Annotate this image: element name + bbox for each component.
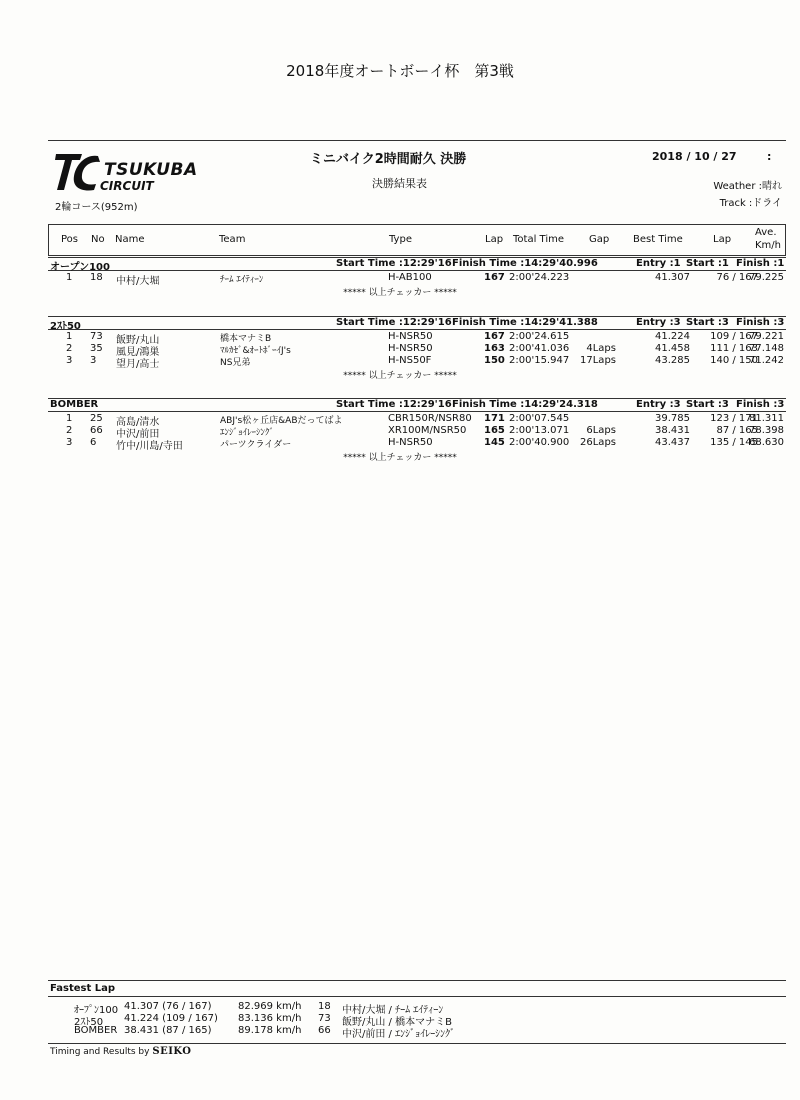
best-time: 41.458 — [655, 343, 690, 354]
total-time: 2:00'41.036 — [509, 343, 570, 354]
header-top-rule — [48, 140, 786, 141]
race-date: 2018 / 10 / 27 — [652, 150, 737, 163]
gap: 26Laps — [580, 437, 616, 448]
start-time: Start Time :12:29'16 — [336, 317, 452, 328]
start-time: Start Time :12:29'16 — [336, 258, 452, 269]
best-time: 38.431 — [655, 425, 690, 436]
fl-time: 41.307 (76 / 167) — [124, 1001, 212, 1012]
pos: 3 — [66, 355, 73, 366]
result-row — [50, 272, 785, 287]
rider-names: 竹中/川島/寺田 — [116, 441, 183, 452]
start-count: Start :3 — [686, 399, 729, 410]
fl-time: 38.431 (87 / 165) — [124, 1025, 212, 1036]
result-row — [50, 331, 785, 346]
ave-speed: 79.221 — [749, 331, 784, 342]
finish-count: Finish :3 — [736, 317, 785, 328]
circuit-logo — [52, 150, 222, 198]
col-name: Name — [115, 234, 145, 245]
col-gap: Gap — [589, 234, 610, 245]
car-no: 25 — [90, 413, 103, 424]
class-name: オープン100 — [50, 262, 110, 273]
laps: 167 — [484, 331, 505, 342]
best-lap: 123 / 171 — [710, 413, 758, 424]
gap: 17Laps — [580, 355, 616, 366]
laps: 150 — [484, 355, 505, 366]
start-count: Start :3 — [686, 317, 729, 328]
ave-speed: 77.148 — [749, 343, 784, 354]
finish-time: Finish Time :14:29'24.318 — [452, 399, 598, 410]
col-lap: Lap — [485, 234, 504, 245]
total-time: 2:00'40.900 — [509, 437, 570, 448]
best-time: 43.437 — [655, 437, 690, 448]
team: ﾏﾙｶｾﾞ&ｵｰﾄﾎﾞｰｲJ's — [220, 346, 291, 356]
pos: 2 — [66, 425, 73, 436]
col-team: Team — [219, 234, 246, 245]
bike-type: H-AB100 — [388, 272, 432, 283]
total-time: 2:00'07.545 — [509, 413, 570, 424]
laps: 171 — [484, 413, 505, 424]
total-time: 2:00'24.615 — [509, 331, 570, 342]
class-header — [48, 316, 786, 330]
gap: 4Laps — [586, 343, 616, 354]
col-ave: Ave. — [755, 227, 777, 238]
pos: 3 — [66, 437, 73, 448]
car-no: 73 — [90, 331, 103, 342]
fl-class: ｵｰﾌﾟﾝ100 — [74, 1005, 119, 1016]
logo-name: TSUKUBA — [104, 160, 198, 180]
fl-speed: 89.178 km/h — [238, 1025, 302, 1036]
rider-names: 風見/鴻巣 — [116, 347, 160, 358]
best-time: 43.285 — [655, 355, 690, 366]
total-time: 2:00'15.947 — [509, 355, 570, 366]
footer-credit — [50, 1046, 192, 1057]
results-subtitle: 決勝結果表 — [372, 177, 427, 190]
fastest-bottom-rule — [48, 1043, 786, 1044]
finish-time: Finish Time :14:29'40.996 — [452, 258, 598, 269]
team: ABJ's松ヶ丘店&ABだってばよ — [220, 416, 343, 426]
bike-type: XR100M/NSR50 — [388, 425, 467, 436]
car-no: 6 — [90, 437, 97, 448]
col-no: No — [91, 234, 105, 245]
checker-note: ***** 以上チェッカー ***** — [343, 288, 457, 298]
class-name: 2ｽﾄ50 — [50, 321, 81, 332]
course-label: 2輪コース(952m) — [55, 202, 138, 213]
checker-note: ***** 以上チェッカー ***** — [343, 371, 457, 381]
weather: Weather :晴れ — [713, 181, 782, 192]
column-header — [48, 224, 786, 256]
entry-count: Entry :3 — [636, 399, 681, 410]
checker-note: ***** 以上チェッカー ***** — [343, 453, 457, 463]
car-no: 35 — [90, 343, 103, 354]
car-no: 3 — [90, 355, 97, 366]
best-lap: 111 / 163 — [710, 343, 758, 354]
date-suffix: : — [767, 150, 772, 163]
class-name: BOMBER — [50, 399, 99, 410]
best-lap: 135 / 145 — [710, 437, 758, 448]
bike-type: H-NSR50 — [388, 331, 433, 342]
gap: 6Laps — [586, 425, 616, 436]
col-best-lap: Lap — [713, 234, 732, 245]
fastest-top-rule — [48, 980, 786, 981]
result-row — [50, 355, 785, 370]
best-time: 41.307 — [655, 272, 690, 283]
fastest-lap-title: Fastest Lap — [50, 983, 115, 994]
car-no: 66 — [90, 425, 103, 436]
best-lap: 76 / 167 — [716, 272, 758, 283]
result-row — [50, 425, 785, 440]
ave-speed: 79.225 — [749, 272, 784, 283]
race-name: ミニバイク2時間耐久 決勝 — [310, 152, 467, 167]
footer-text: Timing and Results by — [50, 1047, 150, 1057]
car-no: 18 — [90, 272, 103, 283]
bike-type: CBR150R/NSR80 — [388, 413, 472, 424]
fl-class: BOMBER — [74, 1025, 118, 1036]
track-condition: Track :ドライ — [719, 198, 782, 209]
ave-speed: 78.398 — [749, 425, 784, 436]
team: ﾁｰﾑ ｴｲﾃｨｰﾝ — [220, 275, 264, 285]
laps: 165 — [484, 425, 505, 436]
team: パーツクライダー — [220, 440, 292, 450]
best-lap: 140 / 150 — [710, 355, 758, 366]
ave-speed: 81.311 — [749, 413, 784, 424]
team: NS兄弟 — [220, 358, 251, 368]
ave-speed: 68.630 — [749, 437, 784, 448]
rider-names: 高島/清水 — [116, 417, 160, 428]
ave-speed: 71.242 — [749, 355, 784, 366]
rider-names: 中村/大堀 — [116, 276, 160, 287]
best-lap: 87 / 165 — [716, 425, 758, 436]
entry-count: Entry :3 — [636, 317, 681, 328]
finish-count: Finish :1 — [736, 258, 785, 269]
laps: 167 — [484, 272, 505, 283]
team: 橋本マナミB — [220, 334, 272, 344]
bike-type: H-NSR50 — [388, 343, 433, 354]
bike-type: H-NSR50 — [388, 437, 433, 448]
fl-car-no: 66 — [318, 1025, 331, 1036]
col-type: Type — [389, 234, 412, 245]
col-kmh: Km/h — [755, 240, 782, 251]
best-time: 39.785 — [655, 413, 690, 424]
logo-sub: CIRCUIT — [100, 179, 154, 193]
fl-speed: 82.969 km/h — [238, 1001, 302, 1012]
fl-class: 2ｽﾄ50 — [74, 1017, 104, 1028]
col-total-time: Total Time — [513, 234, 565, 245]
start-count: Start :1 — [686, 258, 729, 269]
entry-count: Entry :1 — [636, 258, 681, 269]
rider-names: 望月/高士 — [116, 359, 160, 370]
fl-rider-team: 飯野/丸山 / 橋本マナミB — [342, 1017, 452, 1028]
seiko-logo: SEIKO — [152, 1046, 192, 1057]
fl-car-no: 73 — [318, 1013, 331, 1024]
class-header — [48, 398, 786, 412]
document-title: 2018年度オートボーイ杯 第3戦 — [286, 62, 514, 80]
best-lap: 109 / 167 — [710, 331, 758, 342]
pos: 1 — [66, 272, 73, 283]
col-best-time: Best Time — [633, 234, 683, 245]
rider-names: 中沢/前田 — [116, 429, 160, 440]
pos: 2 — [66, 343, 73, 354]
col-pos: Pos — [61, 234, 79, 245]
result-row — [50, 437, 785, 452]
best-time: 41.224 — [655, 331, 690, 342]
pos: 1 — [66, 413, 73, 424]
fastest-mid-rule — [48, 996, 786, 997]
total-time: 2:00'24.223 — [509, 272, 570, 283]
laps: 145 — [484, 437, 505, 448]
finish-time: Finish Time :14:29'41.388 — [452, 317, 598, 328]
team: ｴﾝｼﾞｮｲﾚｰｼﾝｸﾞ — [220, 428, 275, 438]
fl-time: 41.224 (109 / 167) — [124, 1013, 218, 1024]
pos: 1 — [66, 331, 73, 342]
fl-rider-team: 中沢/前田 / ｴﾝｼﾞｮｲﾚｰｼﾝｸﾞ — [342, 1029, 456, 1040]
fl-rider-team: 中村/大堀 / ﾁｰﾑ ｴｲﾃｨｰﾝ — [342, 1005, 444, 1016]
fl-car-no: 18 — [318, 1001, 331, 1012]
result-row — [50, 413, 785, 428]
rider-names: 飯野/丸山 — [116, 335, 160, 346]
result-row — [50, 343, 785, 358]
start-time: Start Time :12:29'16 — [336, 399, 452, 410]
total-time: 2:00'13.071 — [509, 425, 570, 436]
class-header — [48, 257, 786, 271]
bike-type: H-NS50F — [388, 355, 432, 366]
laps: 163 — [484, 343, 505, 354]
finish-count: Finish :3 — [736, 399, 785, 410]
fl-speed: 83.136 km/h — [238, 1013, 302, 1024]
